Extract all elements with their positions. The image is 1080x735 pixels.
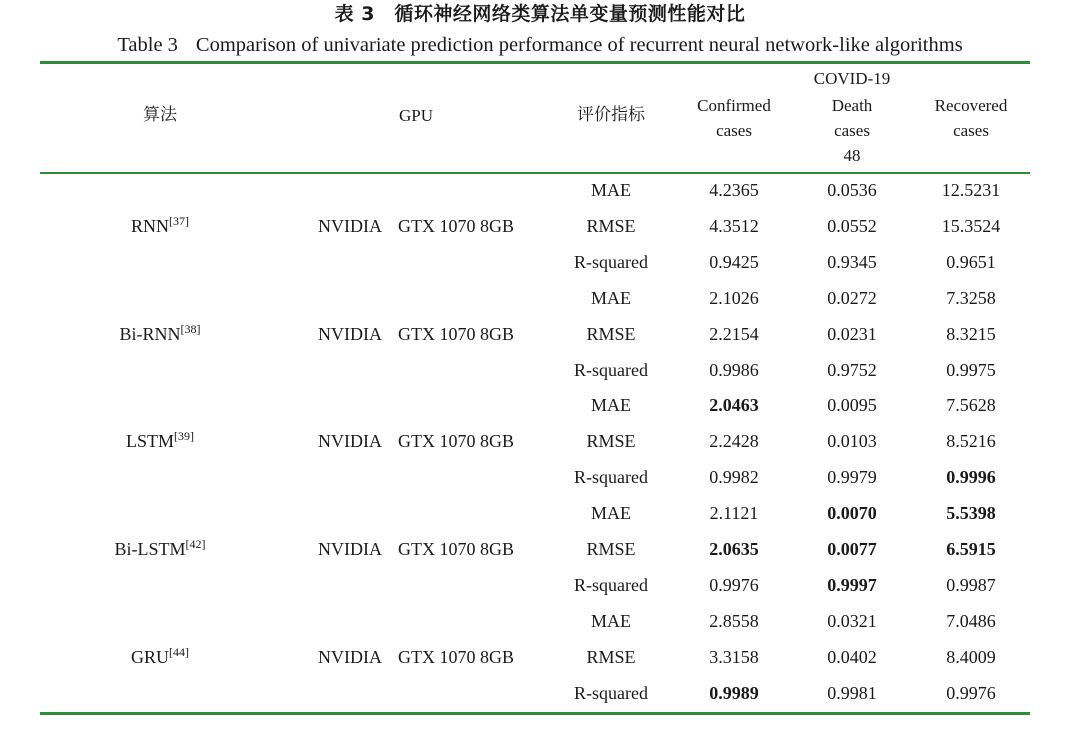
- confirmed-value: 2.1121: [709, 503, 759, 524]
- death-value: 0.0095: [827, 395, 877, 416]
- metric-name: R-squared: [574, 574, 648, 595]
- recovered-value: 12.5231: [941, 180, 1001, 200]
- metric-name: RMSE: [586, 646, 636, 667]
- gpu-model: GTX 1070 8GB: [397, 323, 514, 344]
- recovered-value: 8.5216: [946, 431, 996, 452]
- metric-name: MAE: [591, 287, 631, 308]
- confirmed-value: 0.9425: [709, 251, 759, 272]
- algorithm-cell: [60, 429, 260, 453]
- gpu-model: GTX 1070 8GB: [397, 431, 514, 452]
- recovered-value: 0.9996: [946, 467, 996, 488]
- gpu-model: GTX 1070 8GB: [397, 646, 514, 667]
- gpu-model: GTX 1070 8GB: [397, 539, 514, 559]
- reference-marker: [37]: [169, 213, 189, 228]
- algorithm-name: LSTM: [125, 431, 174, 452]
- header-confirmed-line2: cases: [716, 121, 752, 140]
- reference-marker: [39]: [174, 429, 194, 444]
- algorithm-name: RNN: [130, 215, 169, 236]
- death-value: 0.0321: [827, 610, 877, 631]
- table-top-rule: [40, 61, 1030, 64]
- death-value: 0.0536: [827, 180, 877, 200]
- header-death-line2: cases: [834, 121, 870, 140]
- metric-name: MAE: [591, 503, 631, 524]
- metric-name: RMSE: [586, 323, 636, 344]
- gpu-cell: [306, 214, 526, 238]
- recovered-value: 7.3258: [946, 287, 996, 308]
- metric-name: MAE: [591, 180, 631, 200]
- death-value: 0.9752: [827, 359, 877, 380]
- death-value: 0.0103: [827, 431, 877, 452]
- confirmed-value: 0.9989: [709, 682, 759, 703]
- header-group-covid: COVID-19: [813, 69, 891, 88]
- header-metric: 评价指标: [577, 105, 645, 125]
- death-value: 0.0231: [827, 323, 877, 344]
- death-value: 0.9997: [827, 574, 877, 595]
- gpu-brand: NVIDIA: [318, 431, 382, 452]
- recovered-value: 15.3524: [941, 215, 1001, 236]
- table-bottom-rule: [40, 712, 1030, 715]
- gpu-model: GTX 1070 8GB: [397, 215, 514, 236]
- gpu-cell: [306, 322, 526, 346]
- confirmed-value: 3.3158: [709, 646, 759, 667]
- metric-name: RMSE: [586, 431, 636, 452]
- confirmed-value: 0.9982: [709, 467, 759, 488]
- metric-name: RMSE: [586, 539, 636, 559]
- metric-name: R-squared: [574, 251, 648, 272]
- metric-name: R-squared: [574, 467, 648, 488]
- death-value: 0.0070: [827, 503, 877, 524]
- gpu-cell: [306, 429, 526, 453]
- reference-marker: [44]: [169, 644, 189, 659]
- algorithm-name: Bi-LSTM: [114, 539, 186, 559]
- confirmed-value: 0.9976: [709, 574, 759, 595]
- gpu-brand: NVIDIA: [318, 539, 382, 559]
- death-value: 0.0402: [827, 646, 877, 667]
- death-value: 0.9979: [827, 467, 877, 488]
- table-caption-label: Table 3: [117, 34, 178, 56]
- confirmed-value: 2.0635: [709, 539, 759, 559]
- metric-name: RMSE: [586, 215, 636, 236]
- recovered-value: 5.5398: [946, 503, 996, 524]
- recovered-value: 0.9987: [946, 574, 996, 595]
- death-value: 0.0077: [827, 539, 877, 559]
- recovered-value: 6.5915: [946, 539, 996, 559]
- confirmed-value: 4.2365: [709, 180, 759, 200]
- algorithm-cell: [60, 322, 260, 346]
- table-caption-cn: 表 3 循环神经网络类算法单变量预测性能对比: [334, 3, 746, 25]
- algorithm-name: Bi-RNN: [119, 323, 181, 344]
- table-caption-en: [0, 32, 1080, 58]
- death-value: 0.0552: [827, 215, 877, 236]
- header-stray-number: 48: [843, 146, 861, 165]
- reference-marker: [42]: [185, 537, 206, 551]
- recovered-value: 0.9975: [946, 359, 996, 380]
- recovered-value: 8.3215: [946, 323, 996, 344]
- metric-name: R-squared: [574, 682, 648, 703]
- confirmed-value: 2.2154: [709, 323, 759, 344]
- header-recovered-line1: Recovered: [934, 96, 1008, 115]
- header-recovered-line2: cases: [953, 121, 989, 140]
- confirmed-value: 2.1026: [709, 287, 759, 308]
- header-algorithm: 算法: [143, 105, 177, 125]
- death-value: 0.9981: [827, 682, 877, 703]
- gpu-brand: NVIDIA: [318, 215, 382, 236]
- algorithm-name: GRU: [130, 646, 169, 667]
- header-gpu: GPU: [398, 106, 433, 125]
- gpu-cell: [306, 645, 526, 669]
- confirmed-value: 4.3512: [709, 215, 759, 236]
- gpu-brand: NVIDIA: [318, 646, 382, 667]
- algorithm-cell: [60, 214, 260, 238]
- confirmed-value: 0.9986: [709, 359, 759, 380]
- gpu-cell: [306, 537, 526, 561]
- recovered-value: 0.9976: [946, 682, 996, 703]
- recovered-value: 8.4009: [946, 646, 996, 667]
- confirmed-value: 2.0463: [709, 395, 759, 416]
- death-value: 0.9345: [827, 251, 877, 272]
- header-death-line1: Death: [831, 96, 873, 115]
- gpu-brand: NVIDIA: [318, 323, 382, 344]
- metric-name: MAE: [591, 610, 631, 631]
- header-confirmed-line1: Confirmed: [697, 96, 771, 115]
- metric-name: R-squared: [574, 359, 648, 380]
- confirmed-value: 2.8558: [709, 610, 759, 631]
- table-caption-text: Comparison of univariate prediction performance of recurrent neural network-like algorithms: [195, 34, 963, 56]
- recovered-value: 7.0486: [946, 610, 996, 631]
- recovered-value: 7.5628: [946, 395, 996, 416]
- algorithm-cell: [60, 537, 260, 561]
- table-header-rule: [40, 172, 1030, 174]
- reference-marker: [38]: [180, 321, 201, 336]
- confirmed-value: 2.2428: [709, 431, 759, 452]
- death-value: 0.0272: [827, 287, 877, 308]
- metric-name: MAE: [591, 395, 631, 416]
- algorithm-cell: [60, 645, 260, 669]
- recovered-value: 0.9651: [946, 251, 996, 272]
